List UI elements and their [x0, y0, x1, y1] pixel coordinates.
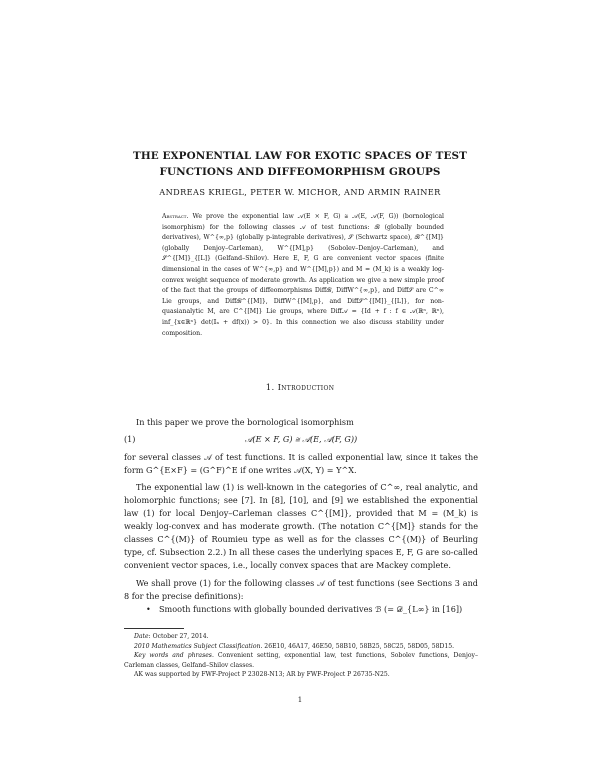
- equation-body: 𝒜(E × F, G) ≅ 𝒜(E, 𝒜(F, G)): [244, 434, 358, 444]
- footnote-keywords: [124, 651, 478, 670]
- section-heading: 1. Introduction: [265, 383, 335, 393]
- abstract-label: Abstract.: [162, 213, 189, 220]
- title-line-1: THE EXPONENTIAL LAW FOR EXOTIC SPACES OF TEST: [133, 150, 467, 162]
- intro-paragraph-2: for several classes 𝒜 of test functions. It is called exponential law, since it takes the form G^{E×F} = (G^F)^E if one writes 𝒜(X, Y) = Y^X.: [124, 452, 478, 475]
- msc-value: . 26E10, 46A17, 46E50, 58B10, 58B25, 58C25, 58D05, 58D15.: [260, 642, 455, 650]
- keywords-value: . Convenient setting, exponential law, test functions, Sobolev functions, Denjoy–Carleman classes, Gelfand–Shilov classes.: [124, 652, 478, 669]
- date-value: : October 27, 2014.: [148, 633, 209, 640]
- paper-title: [120, 148, 480, 180]
- footnotes: [124, 628, 478, 680]
- bullet-text: Smooth functions with globally bounded derivatives ℬ (= 𝒟_{L∞} in [16]): [159, 604, 463, 614]
- equation-1: [124, 434, 478, 448]
- abstract-text: We prove the exponential law 𝒜(E × F, G) ≅ 𝒜(E, 𝒜(F, G)) (bornological isomorphism) for the following classes 𝒜 of test functions: ℬ (globally bounded derivatives), W^{∞,p} (globally p-integrable derivatives), 𝒮 (Schwartz space), ℬ^{[M]} (globally Denjoy–Carleman), W^{[M],p} (Sobolev–Denjoy–Carleman), and 𝒮^{[M]}_{[L]} (Gelfand–Shilov). Here E, F, G are convenient vector spaces (finite dimensional in the cases of W^{∞,p} and W^{[M],p}) and M = (M_k) is a weakly log-convex weight sequence of moderate growth. As application we give a new simple proof of the fact that the groups of diffeomorphisms Diffℬ, DiffW^{∞,p}, and Diff𝒮 are C^∞ Lie groups, and Diffℬ^{[M]}, DiffW^{[M],p}, and Diff𝒮^{[M]}_{[L]}, for non-quasianalytic M, are C^{[M]} Lie groups, where Diff𝒜 = {Id + f : f ∈ 𝒜(ℝⁿ, ℝⁿ), inf_{x∈ℝⁿ} det(𝕀ₙ + df(x)) > 0}. In this connection we also discuss stability under composition.: [162, 213, 444, 337]
- msc-label: 2010 Mathematics Subject Classification: [134, 642, 261, 650]
- equation-number: (1): [124, 434, 136, 444]
- bullet-icon: •: [146, 604, 151, 614]
- page-number: 1: [297, 696, 303, 704]
- title-line-2: FUNCTIONS AND DIFFEOMORPHISM GROUPS: [159, 166, 441, 178]
- footnote-msc: [124, 642, 478, 652]
- date-label: Date: [134, 633, 149, 640]
- keywords-label: Key words and phrases: [134, 652, 212, 660]
- intro-paragraph-4: We shall prove (1) for the following classes 𝒜 of test functions (see Sections 3 and 8 for the precise definitions):: [124, 578, 478, 601]
- intro-paragraph-1: In this paper we prove the bornological isomorphism: [136, 417, 354, 427]
- footnote-rule: [124, 628, 184, 629]
- author-list: ANDREAS KRIEGL, PETER W. MICHOR, AND ARMIN RAINER: [159, 187, 441, 197]
- footnote-date: [124, 632, 478, 642]
- abstract: [162, 212, 444, 339]
- intro-paragraph-3: The exponential law (1) is well-known in the categories of C^∞, real analytic, and holomorphic functions; see [7]. In [8], [10], and [9] we established the exponential law (1) for local Denjoy–Carleman classes C^{[M]}, provided that M = (M_k) is weakly log-convex and has moderate growth. (The notation C^{[M]} stands for the classes C^{(M)} of Roumieu type as well as for the classes C^{(M)} of Beurling type, cf. Subsection 2.2.) In all these cases the underlying spaces E, F, G are so-called convenient vector spaces, i.e., locally convex spaces that are Mackey complete.: [124, 482, 478, 570]
- footnote-support: AK was supported by FWF-Project P 23028-N13; AR by FWF-Project P 26735-N25.: [134, 671, 390, 679]
